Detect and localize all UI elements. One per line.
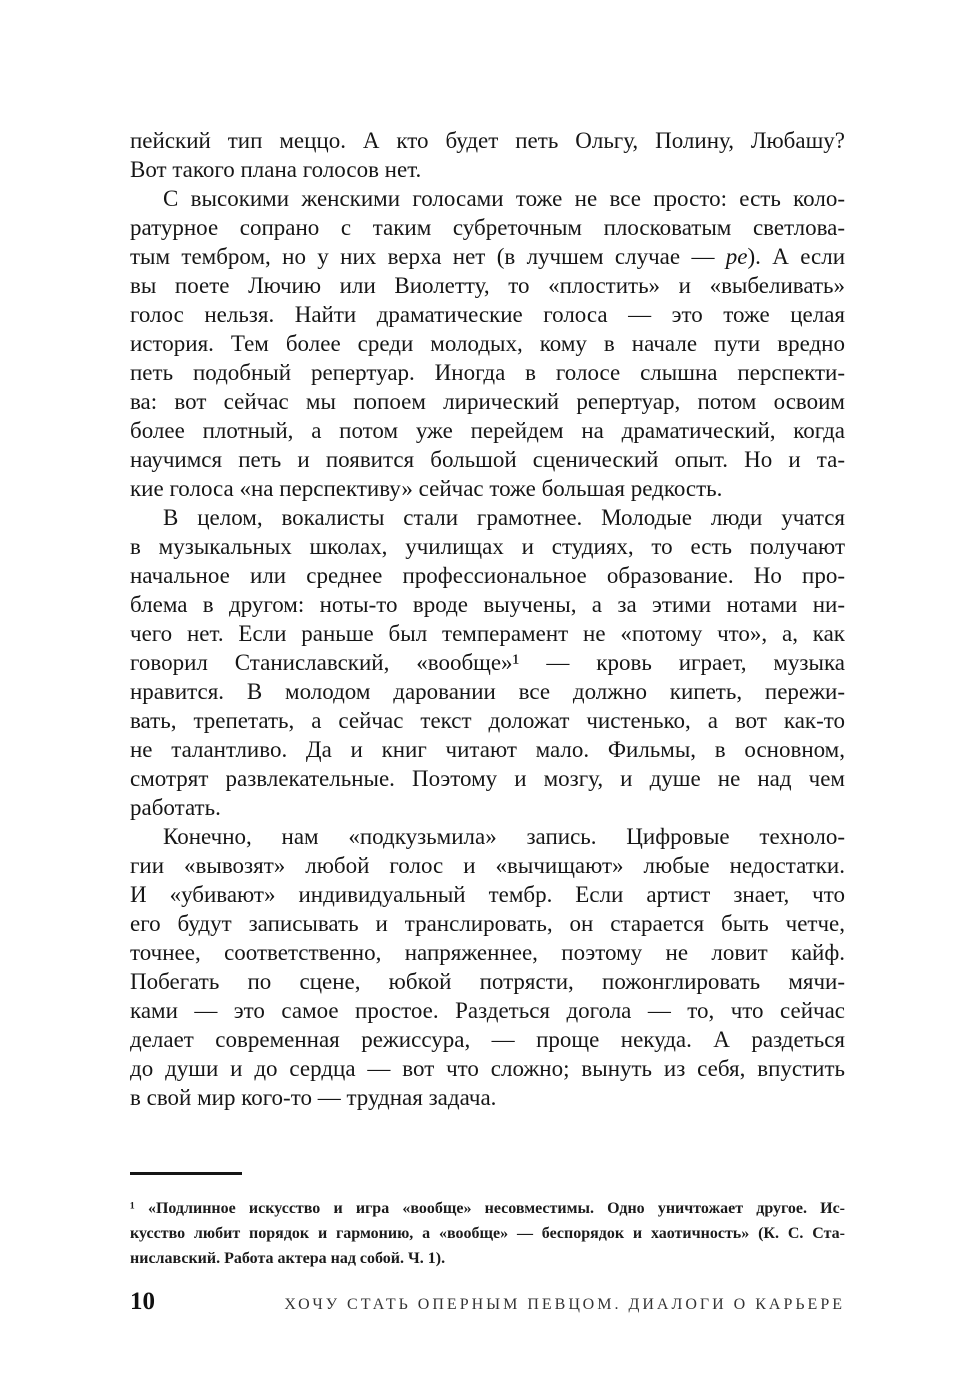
text-line: ва: вот сейчас мы попоем лирический репертуар, потом освоим bbox=[130, 389, 845, 414]
text-line: говорил Станиславский, «вообще»¹ — кровь играет, музыка bbox=[130, 650, 845, 675]
text-line: ниславский. Работа актера над собой. Ч. 1). bbox=[130, 1250, 446, 1267]
text-line: И «убивают» индивидуальный тембр. Если артист знает, что bbox=[130, 882, 845, 907]
text-line: Конечно, нам «подкузьмила» запись. Цифровые техноло- bbox=[163, 824, 845, 849]
text-line: С высокими женскими голосами тоже не все просто: есть коло- bbox=[163, 186, 845, 211]
text-line: кие голоса «на перспективу» сейчас тоже большая редкость. bbox=[130, 476, 723, 501]
text-line: научимся петь и появится большой сценический опыт. Но и та- bbox=[130, 447, 845, 472]
text-line: его будут записывать и транслировать, он старается быть четче, bbox=[130, 911, 845, 936]
text-line: блема в другом: ноты-то вроде выучены, а за этими нотами ни- bbox=[130, 592, 845, 617]
text-line: пейский тип меццо. А кто будет петь Ольгу, Полину, Любашу? bbox=[130, 128, 845, 153]
footnote bbox=[130, 1196, 845, 1271]
text-line: смотрят развлекательные. Поэтому и мозгу, и душе не над чем bbox=[130, 766, 845, 791]
body-text bbox=[130, 126, 845, 1112]
text-line: нравится. В молодом даровании все должно кипеть, пережи- bbox=[130, 679, 845, 704]
paragraph bbox=[130, 503, 845, 822]
paragraph bbox=[130, 822, 845, 1112]
page-number: 10 bbox=[130, 1288, 155, 1315]
text-line: вы поете Лючию или Виолетту, то «плостить» и «выбеливать» bbox=[130, 273, 845, 298]
text-line: чего нет. Если раньше был темперамент не «потому что», а, как bbox=[130, 621, 845, 646]
text-line: Вот такого плана голосов нет. bbox=[130, 157, 422, 182]
text-line: Побегать по сцене, юбкой потрясти, пожонглировать мячи- bbox=[130, 969, 845, 994]
text-line: делает современная режиссура, — проще некуда. А раздеться bbox=[130, 1027, 845, 1052]
running-title: ХОЧУ СТАТЬ ОПЕРНЫМ ПЕВЦОМ. ДИАЛОГИ О КАРЬЕРЕ bbox=[284, 1296, 845, 1313]
text-line: работать. bbox=[130, 795, 221, 820]
text-line: голос нельзя. Найти драматические голоса — это тоже целая bbox=[130, 302, 845, 327]
text-line: тым тембром, но у них верха нет (в лучшем случае — ре). А если bbox=[130, 244, 846, 269]
paragraph bbox=[130, 126, 845, 184]
paragraph bbox=[130, 184, 845, 503]
text-line: ратурное сопрано с таким субреточным плосковатым светлова- bbox=[130, 215, 845, 240]
text-line: петь подобный репертуар. Иногда в голосе слышна перспекти- bbox=[130, 360, 845, 385]
text-line: ¹ «Подлинное искусство и игра «вообще» несовместимы. Одно уничтожает другое. Ис- bbox=[130, 1200, 845, 1217]
text-line: В целом, вокалисты стали грамотнее. Молодые люди учатся bbox=[163, 505, 845, 530]
text-line: точнее, соответственно, напряженнее, поэтому не ловит кайф. bbox=[130, 940, 845, 965]
text-line: начальное или среднее профессиональное образование. Но про- bbox=[130, 563, 845, 588]
text-line: гии «вывозят» любой голос и «вычищают» любые недостатки. bbox=[130, 853, 845, 878]
text-line: история. Тем более среди молодых, кому в начале пути вредно bbox=[130, 331, 845, 356]
text-line: в свой мир кого-то — трудная задача. bbox=[130, 1085, 497, 1110]
text-line: вать, трепетать, а сейчас текст доложат чистенько, а вот как-то bbox=[130, 708, 845, 733]
text-line: не талантливо. Да и книг читают мало. Фильмы, в основном, bbox=[130, 737, 845, 762]
page-footer bbox=[130, 1288, 845, 1316]
footnote-separator bbox=[130, 1172, 242, 1175]
text-line: ками — это самое простое. Раздеться догола — то, что сейчас bbox=[130, 998, 845, 1023]
text-line: до души и до сердца — вот что сложно; вынуть из себя, впустить bbox=[130, 1056, 845, 1081]
text-line: кусство любит порядок и гармонию, а «вообще» — беспорядок и хаотичность» (К. С. Ста- bbox=[130, 1225, 845, 1242]
text-line: более плотный, а потом уже перейдем на драматический, когда bbox=[130, 418, 845, 443]
text-line: в музыкальных школах, училищах и студиях, то есть получают bbox=[130, 534, 845, 559]
